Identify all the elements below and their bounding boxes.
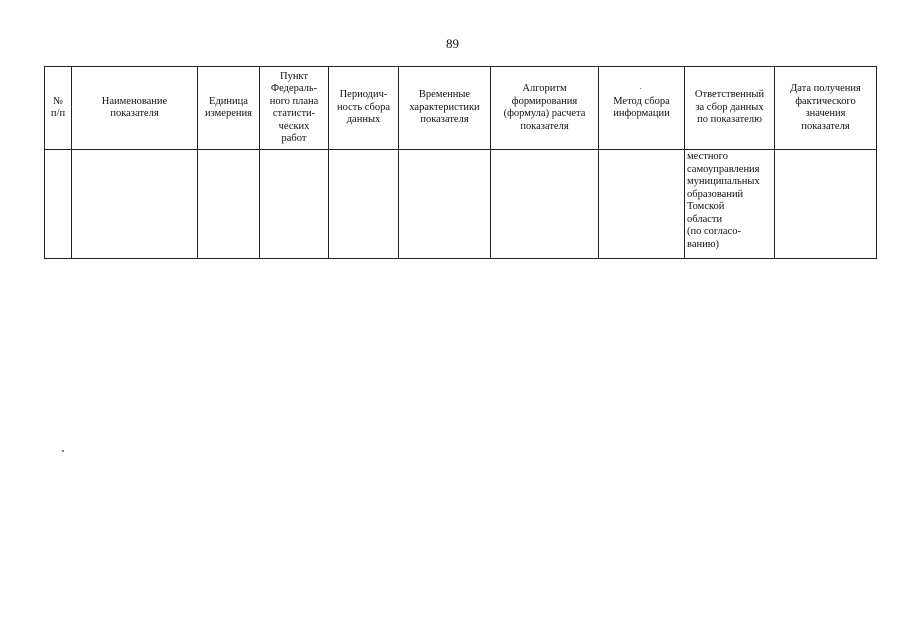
header-unit: Единица измерения: [198, 67, 260, 150]
header-periodicity: Периодич- ность сбора данных: [329, 67, 399, 150]
cell-periodicity: [329, 150, 399, 259]
page-number: 89: [446, 36, 459, 51]
indicator-table: [44, 66, 877, 259]
cell-number: [45, 150, 72, 259]
scan-speck: [62, 450, 64, 452]
cell-indicator-name: [72, 150, 198, 259]
cell-federal-plan-item: [260, 150, 329, 259]
header-responsible: Ответственный за сбор данных по показателю: [685, 67, 775, 150]
table-row: [45, 150, 877, 259]
header-time-characteristics: Временные характеристики показателя: [399, 67, 491, 150]
header-algorithm: Алгоритм формирования (формула) расчета показателя: [491, 67, 599, 150]
cell-actual-value-date: [775, 150, 877, 259]
header-actual-value-date: Дата получения фактического значения показателя: [775, 67, 877, 150]
header-collection-method: Метод сбора информации: [599, 67, 685, 150]
cell-unit: [198, 150, 260, 259]
table-header-row: [45, 67, 877, 150]
header-indicator-name: Наименование показателя: [72, 67, 198, 150]
header-number: № п/п: [45, 67, 72, 150]
cell-algorithm: [491, 150, 599, 259]
header-federal-plan-item: Пункт Федераль- ного плана статисти- ческих работ: [260, 67, 329, 150]
scan-speck: [640, 88, 641, 89]
cell-time-characteristics: [399, 150, 491, 259]
cell-collection-method: [599, 150, 685, 259]
cell-responsible: местного самоуправления муниципальных образований Томской области (по согласо- ванию): [685, 150, 775, 259]
